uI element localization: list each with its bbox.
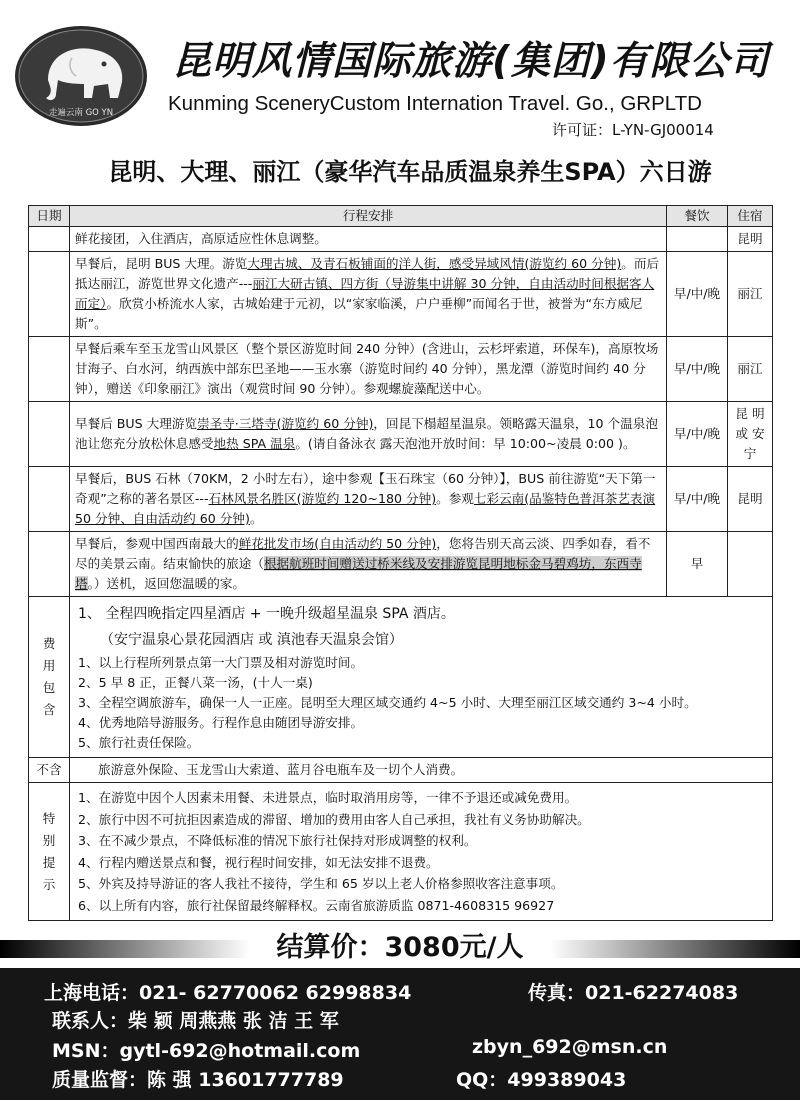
- excluded-content: 旅游意外保险、玉龙雪山大索道、蓝月谷电瓶车及一切个人消费。: [70, 758, 773, 783]
- itinerary-table: [28, 205, 773, 921]
- table-row: [29, 337, 773, 402]
- plan-cell: 鲜花接团，入住酒店，高原适应性休息调整。: [70, 227, 667, 252]
- excluded-label: 不含: [29, 758, 70, 783]
- col-header-hotel: 住宿: [728, 206, 773, 227]
- contacts: 联系人：柴 颖 周燕燕 张 洁 王 军: [52, 1010, 339, 1032]
- day-cell: [29, 532, 70, 597]
- tour-title: 昆明、大理、丽江（豪华汽车品质温泉养生SPA）六日游: [108, 158, 712, 186]
- notes-content: [70, 783, 773, 921]
- plan-highlight: 鲜花批发市场(自由活动约 50 分钟): [238, 536, 437, 551]
- plan-text: 早餐后 BUS 大理游览: [75, 416, 198, 431]
- plan-highlight: 根据航班时间赠送过桥米线及安排游览昆明地标金马碧鸡坊，东西寺塔: [75, 556, 642, 591]
- list-item: 2、旅行中因不可抗拒因素造成的滞留、增加的费用由客人自己承担，我社有义务协助解决。: [78, 811, 590, 827]
- day-cell: [29, 402, 70, 467]
- meal-cell: [667, 227, 728, 252]
- plan-highlight: 七彩云南(品鉴特色普洱茶艺表演 50 分钟、自由活动约 60 分钟): [75, 491, 656, 526]
- list-item: 6、以上所有内容，旅行社保留最终解释权。云南省旅游质监 0871-4608315 96927: [78, 897, 555, 913]
- fax: 传真：021-62274083: [528, 982, 739, 1004]
- day-cell: [29, 227, 70, 252]
- fees-excluded-row: [29, 758, 773, 783]
- day-cell: [29, 467, 70, 532]
- plan-text: 。(请自备泳衣 露天泡池开放时间：早 10:00~凌晨 0:00 )。: [295, 436, 636, 451]
- list-item: 3、全程空调旅游车，确保一人一正座。昆明至大理区域交通约 4~5 小时、大理至丽江区域交通约 3~4 小时。: [78, 695, 697, 710]
- quality-supervisor: 质量监督：陈 强 13601777789: [52, 1069, 344, 1091]
- svg-text:走遍云南 GO YN: 走遍云南 GO YN: [48, 108, 114, 118]
- settlement-price: 结算价：3080元/人: [276, 932, 524, 963]
- list-item: 4、优秀地陪导游服务。行程作息由随团导游安排。: [78, 715, 364, 730]
- license-number: 许可证：L-YN-GJ00014: [552, 121, 714, 139]
- hotel-cell: 昆 明 或 安 宁: [728, 402, 773, 467]
- label-char: 包: [42, 680, 56, 695]
- plan-text: 。: [249, 511, 263, 526]
- meal-cell: 早/中/晚: [667, 252, 728, 337]
- msn-secondary: zbyn_692@msn.cn: [472, 1036, 668, 1058]
- list-item: 2、5 早 8 正，正餐八菜一汤，(十人一桌): [78, 675, 313, 690]
- label-char: 用: [42, 658, 56, 673]
- label-char: 别: [42, 832, 56, 848]
- plan-cell: 早餐后乘车至玉龙雪山风景区（整个景区游览时间 240 分钟）(含进山，云杉坪索道，环保车)，高原牧场甘海子、白水河，纳西族中部东巴圣地——玉水寨（游览时间约 40 分钟），黑龙潭（游览时间约 40 分钟），赠送《印象丽江》演出（观赏时间 90 分钟）。参观螺旋藻配送中心。: [70, 337, 667, 402]
- plan-highlight: 崇圣寺·三塔寺(游览约 60 分钟): [197, 416, 374, 431]
- hotel-cell: 昆明: [728, 467, 773, 532]
- meal-cell: 早: [667, 532, 728, 597]
- fees-content: [70, 597, 773, 758]
- label-char: 示: [42, 876, 56, 892]
- company-name-cn: 昆明风情国际旅游(集团)有限公司: [172, 39, 770, 84]
- plan-text: 早餐后，BUS 石林（70KM，2 小时左右），途中参观【玉石珠宝（60 分钟）】，BUS 前往游览“天下第一奇观”之称的著名景区---: [75, 471, 656, 506]
- table-row: [29, 227, 773, 252]
- fees-hotel-options: （安宁温泉心景花园酒店 或 滇池春天温泉会馆）: [100, 632, 403, 648]
- plan-text: ，回昆下榻超星温泉。领略露天温泉，10 个温泉泡池让您充分放松休息感受: [75, 416, 658, 451]
- meal-cell: 早/中/晚: [667, 337, 728, 402]
- company-name-en: Kunming SceneryCustom Internation Travel. Go., GRPLTD: [168, 92, 702, 115]
- hotel-cell: [728, 532, 773, 597]
- table-row: [29, 252, 773, 337]
- plan-text: 。欣赏小桥流水人家，古城始建于元初，以“家家临溪，户户垂柳”而闻名于世，被誉为“东方威尼斯”。: [75, 296, 643, 331]
- hotel-cell: 丽江: [728, 252, 773, 337]
- label-char: 提: [42, 854, 56, 870]
- plan-highlight: 地热 SPA 温泉: [213, 436, 296, 451]
- col-header-plan: 行程安排: [70, 206, 667, 227]
- hotel-cell: 丽江: [728, 337, 773, 402]
- table-row: [29, 532, 773, 597]
- meal-cell: 早/中/晚: [667, 467, 728, 532]
- notes-row: [29, 783, 773, 921]
- plan-text: 早餐后，昆明 BUS 大理。游览: [75, 256, 248, 271]
- plan-highlight: 大理古城、及青石板铺面的洋人街，感受异域风情(游览约 60 分钟): [247, 256, 622, 271]
- meal-cell: 早/中/晚: [667, 402, 728, 467]
- fees-included-row: [29, 597, 773, 758]
- table-header-row: [29, 206, 773, 227]
- plan-highlight: 石林风景名胜区(游览约 120~180 分钟): [208, 491, 437, 506]
- day-cell: [29, 252, 70, 337]
- hotel-cell: 昆明: [728, 227, 773, 252]
- plan-highlight: 丽江大研古镇、四方街（导游集中讲解 30 分钟，自由活动时间根据客人而定）: [75, 276, 655, 311]
- table-row: [29, 467, 773, 532]
- plan-cell: [70, 252, 667, 337]
- qq: QQ：499389043: [456, 1069, 627, 1091]
- plan-cell: [70, 402, 667, 467]
- phone: 上海电话：021- 62770062 62998834: [44, 982, 412, 1004]
- list-item: 1、在游览中因个人因素未用餐、未进景点，临时取消用房等，一律不予退还或减免费用。: [78, 790, 578, 805]
- list-item: 3、在不减少景点，不降低标准的情况下旅行社保持对形成调整的权利。: [78, 833, 477, 848]
- plan-text: 。而后抵达丽江，游览世界文化遗产---: [75, 256, 660, 291]
- notes-label: [29, 783, 70, 921]
- plan-text: 早餐后，参观中国西南最大的: [75, 536, 239, 551]
- msn: MSN：gytl-692@hotmail.com: [52, 1040, 361, 1062]
- plan-text: ，您将告别天高云淡、四季如春，看不尽的美景云南。结束愉快的旅途（: [75, 536, 651, 571]
- fees-label: [29, 597, 70, 758]
- col-header-day: 日期: [29, 206, 70, 227]
- header: [0, 0, 800, 200]
- plan-cell: [70, 467, 667, 532]
- contact-footer: [0, 968, 800, 1100]
- list-item: 5、外宾及持导游证的客人我社不接待，学生和 65 岁以上老人价格参照收客注意事项。: [78, 876, 564, 891]
- col-header-meal: 餐饮: [667, 206, 728, 227]
- elephant-logo: [12, 22, 150, 130]
- label-char: 含: [42, 702, 56, 717]
- list-item: 4、行程内赠送景点和餐，视行程时间安排，如无法安排不退费。: [78, 854, 439, 870]
- table-row: [29, 402, 773, 467]
- list-item: 5、旅行社责任保险。: [78, 735, 200, 750]
- plan-cell: [70, 532, 667, 597]
- fees-hotel-line: 1、 全程四晚指定四星酒店 + 一晚升级超星温泉 SPA 酒店。: [78, 606, 455, 622]
- label-char: 费: [42, 636, 56, 651]
- label-char: 特: [42, 810, 56, 826]
- plan-text: 。参观: [436, 491, 474, 506]
- plan-text: 。）送机，返回您温暖的家。: [87, 576, 246, 591]
- list-item: 1、以上行程所列景点第一大门票及相对游览时间。: [78, 655, 364, 670]
- day-cell: [29, 337, 70, 402]
